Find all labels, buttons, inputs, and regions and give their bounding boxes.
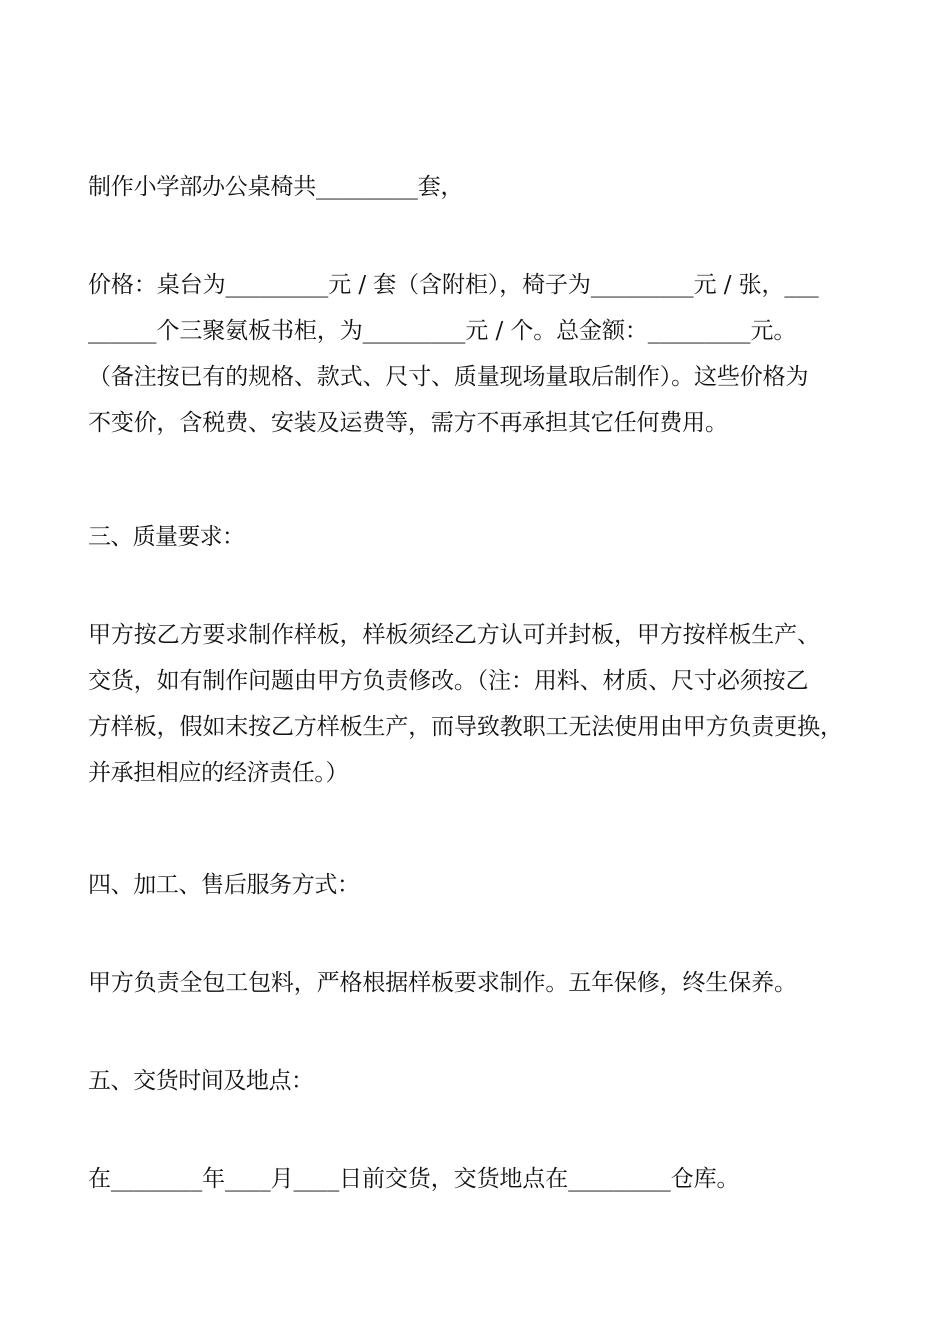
text-line: 价格：桌台为_________元 / 套（含附柜），椅子为_________元 / 张，___	[88, 272, 819, 298]
text-line: 甲方按乙方要求制作样板，样板须经乙方认可并封板，甲方按样板生产、	[88, 622, 820, 648]
paragraph-quality	[88, 612, 868, 796]
text-line: 方样板，假如末按乙方样板生产，而导致教职工无法使用由甲方负责更换，	[88, 714, 843, 740]
section-heading: 五、交货时间及地点：	[88, 1068, 314, 1094]
text-line: （备注按已有的规格、款式、尺寸、质量现场量取后制作）。这些价格为	[88, 364, 809, 390]
text-line: 制作小学部办公桌椅共_________套，	[88, 174, 464, 200]
text-line: 甲方负责全包工包料，严格根据样板要求制作。五年保修，终生保养。	[88, 970, 797, 996]
text-line: 在________年____月____日前交货，交货地点在_________仓库。	[88, 1166, 740, 1192]
paragraph-delivery	[88, 1156, 868, 1202]
text-line: 交货，如有制作问题由甲方负责修改。（注：用料、材质、尺寸必须按乙	[88, 668, 809, 694]
text-line: ______个三聚氨板书柜，为_________元 / 个。总金额：_________元。	[88, 318, 797, 344]
paragraph-price	[88, 262, 868, 446]
text-line: 不变价，含税费、安装及运费等，需方不再承担其它任何费用。	[88, 410, 728, 436]
section-heading: 四、加工、售后服务方式：	[88, 872, 360, 898]
paragraph-quantity	[88, 164, 868, 210]
text-line: 并承担相应的经济责任。）	[88, 760, 349, 786]
heading-service	[88, 862, 868, 908]
section-heading: 三、质量要求：	[88, 524, 245, 550]
heading-quality	[88, 514, 868, 560]
paragraph-service	[88, 960, 868, 1006]
heading-delivery	[88, 1058, 868, 1104]
